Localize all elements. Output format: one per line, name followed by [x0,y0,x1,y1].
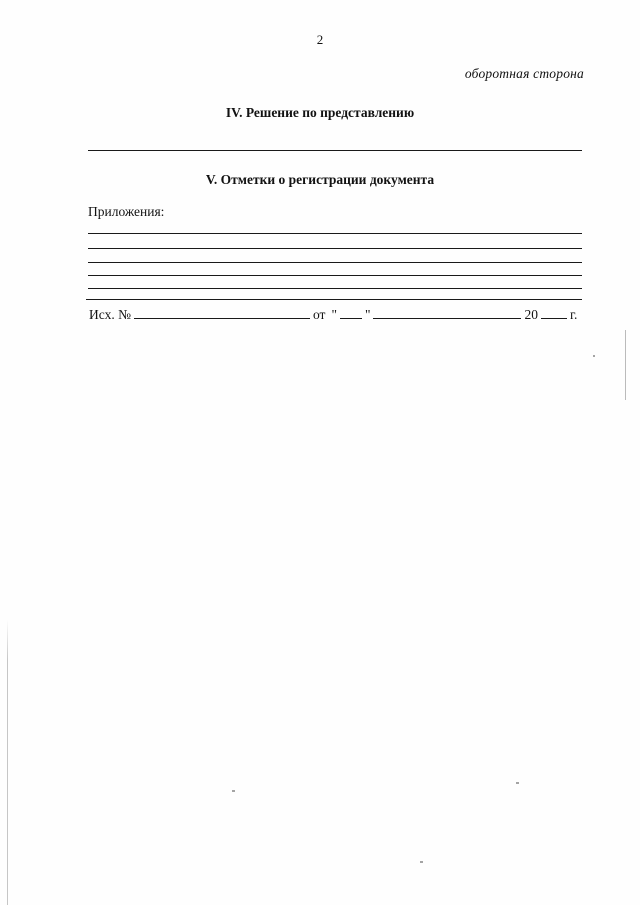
outgoing-number-field[interactable] [134,305,310,319]
attachments-label: Приложения: [88,204,165,219]
section-heading-iv: IV. Решение по представлению [225,105,415,120]
scan-speck [593,355,595,357]
section-heading-v: V. Отметки о регистрации документа [205,172,435,187]
attachment-line-3 [88,262,582,263]
year-prefix: 20 [524,307,538,322]
scan-speck [232,790,235,792]
scan-edge-right [625,330,626,400]
year-field[interactable] [541,305,567,319]
outgoing-number-label: Исх. № [89,307,131,322]
month-field[interactable] [373,305,521,319]
side-note: оборотная сторона [464,66,584,81]
scan-speck [516,782,519,784]
attachment-line-1 [88,233,582,234]
scan-speck [420,861,423,863]
year-suffix: г. [569,307,578,322]
rule-under-section-iv [88,150,582,151]
attachment-line-4 [88,275,582,276]
day-field[interactable] [340,305,362,319]
quote-open: " [331,307,337,322]
attachment-line-2 [88,248,582,249]
from-label: от [312,307,326,322]
rule-above-footer [86,299,582,300]
attachment-line-5 [88,288,582,289]
outgoing-document-row [86,305,586,323]
page-number: 2 [316,32,324,47]
quote-close: " [364,307,371,322]
scan-edge-left [7,0,8,905]
